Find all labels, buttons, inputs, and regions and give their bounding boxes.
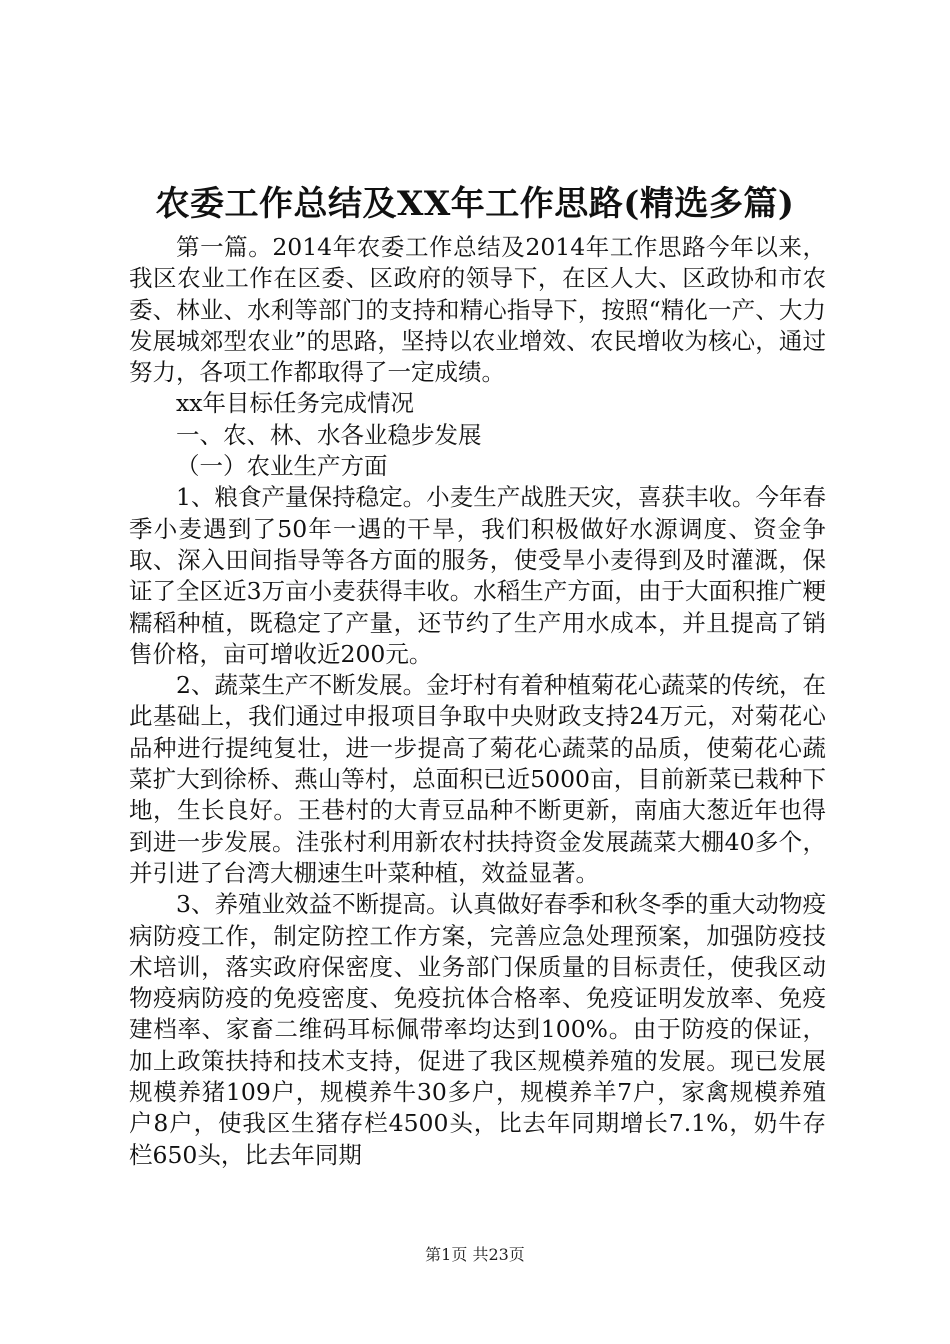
document-body [129,232,826,1171]
section-heading-targets: xx年目标任务完成情况 [176,389,415,418]
document-title: 农委工作总结及XX年工作思路(精选多篇) [155,184,795,224]
subsection-heading-agricultural-production: （一）农业生产方面 [176,452,388,481]
page-indicator: 第1页 共23页 [425,1245,525,1264]
paragraph-grain-output: 1、粮食产量保持稳定。小麦生产战胜天灾，喜获丰收。今年春季小麦遇到了50年一遇的干旱，我们积极做好水源调度、资金争取、深入田间指导等各方面的服务，使受旱小麦得到及时灌溉，保证了全区近3万亩小麦获得丰收。水稻生产方面，由于大面积推广粳糯稻种植，既稳定了产量，还节约了生产用水成本，并且提高了销售价格，亩可增收近200元。 [129,483,826,668]
section-heading-agriculture-forestry-water: 一、农、林、水各业稳步发展 [176,420,482,449]
paragraph-intro: 第一篇。2014年农委工作总结及2014年工作思路今年以来，我区农业工作在区委、区政府的领导下，在区人大、区政协和市农委、林业、水利等部门的支持和精心指导下，按照“精化一产、大力发展城郊型农业”的思路，坚持以农业增效、农民增收为核心，通过努力，各项工作都取得了一定成绩。 [129,233,826,387]
paragraph-vegetable-production: 2、蔬菜生产不断发展。金圩村有着种植菊花心蔬菜的传统，在此基础上，我们通过申报项目争取中央财政支持24万元，对菊花心品种进行提纯复壮，进一步提高了菊花心蔬菜的品质，使菊花心蔬菜扩大到徐桥、燕山等村，总面积已近5000亩，目前新菜已栽种下地，生长良好。王巷村的大青豆品种不断更新，南庙大葱近年也得到进一步发展。洼张村利用新农村扶持资金发展蔬菜大棚40多个，并引进了台湾大棚速生叶菜种植，效益显著。 [129,671,826,887]
paragraph-livestock-farming: 3、养殖业效益不断提高。认真做好春季和秋冬季的重大动物疫病防疫工作，制定防控工作方案，完善应急处理预案，加强防疫技术培训，落实政府保密度、业务部门保质量的目标责任，使我区动物疫病防疫的免疫密度、免疫抗体合格率、免疫证明发放率、免疫建档率、家畜二维码耳标佩带率均达到100%。由于防疫的保证，加上政策扶持和技术支持，促进了我区规模养殖的发展。现已发展规模养猪109户，规模养牛30多户，规模养羊7户，家禽规模养殖户8户，使我区生猪存栏4500头，比去年同期增长7.1%，奶牛存栏650头，比去年同期 [129,890,826,1169]
